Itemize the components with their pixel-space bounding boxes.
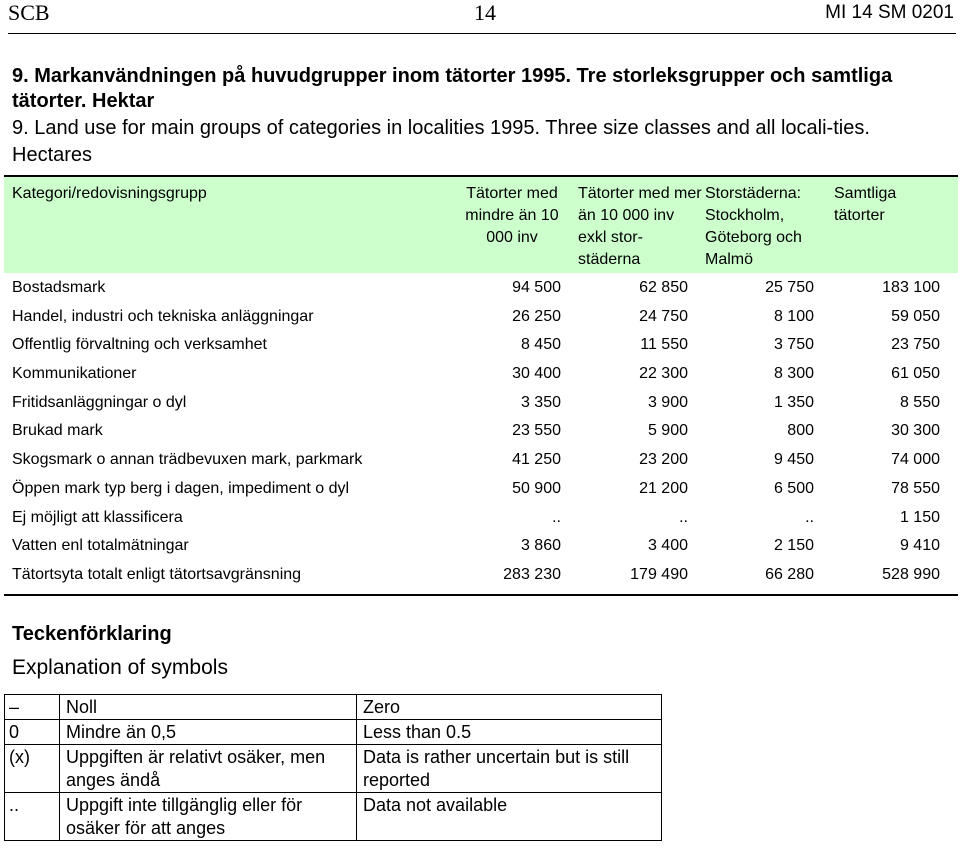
row-value: 1 150: [899, 508, 940, 526]
legend-table: [4, 694, 662, 841]
row-value: 59 050: [891, 307, 940, 325]
row-value: 11 550: [640, 336, 688, 354]
table-row: [4, 532, 958, 561]
header-agency: SCB: [8, 0, 50, 25]
row-value: 3 400: [647, 537, 688, 555]
legend-swedish: Uppgift inte tillgänglig eller för osäker för att anges: [60, 793, 357, 841]
header-divider: [8, 33, 956, 34]
legend-row: [5, 695, 662, 720]
legend-row: [5, 745, 662, 793]
row-value: 94 500: [512, 279, 561, 296]
legend-english: Data is rather uncertain but is still reported: [357, 745, 662, 793]
row-value: 3 350: [520, 393, 561, 411]
header-all-localities: Samtliga tätorter: [834, 185, 897, 224]
row-value: 9 450: [773, 451, 814, 469]
row-value: 2 150: [773, 537, 814, 555]
row-category: Fritidsanläggningar o dyl: [12, 393, 187, 411]
row-value: 50 900: [512, 479, 561, 497]
row-value: 26 250: [512, 307, 561, 325]
row-value: 23 200: [639, 451, 688, 469]
row-category: Handel, industri och tekniska anläggningar: [12, 307, 314, 325]
legend-subtitle: Explanation of symbols: [12, 656, 228, 679]
row-value: 22 300: [639, 365, 688, 383]
legend-english: Zero: [357, 695, 662, 720]
row-value: 8 100: [773, 307, 814, 325]
row-value: 3 860: [520, 537, 561, 555]
row-category: Skogsmark o annan trädbevuxen mark, parkmark: [12, 451, 363, 469]
table-row: [4, 331, 958, 360]
row-value: 8 450: [520, 336, 561, 354]
row-value: 62 850: [639, 279, 688, 296]
table-row: [4, 561, 958, 590]
table-row: [4, 475, 958, 504]
legend-swedish: Noll: [60, 695, 357, 720]
row-value: 66 280: [765, 565, 814, 583]
row-category: Kommunikationer: [12, 365, 137, 383]
row-value: 183 100: [882, 279, 940, 296]
row-category: Tätortsyta totalt enligt tätortsavgränsning: [12, 565, 302, 583]
row-value: 74 000: [891, 451, 940, 469]
table-bottom-rule: [4, 594, 958, 596]
legend-symbol: ..: [5, 793, 60, 841]
row-value: 8 300: [773, 365, 814, 383]
row-value: 1 350: [773, 393, 814, 411]
row-value: 78 550: [891, 479, 940, 497]
row-value: 23 750: [891, 336, 940, 354]
row-value: 6 500: [773, 479, 814, 497]
row-category: Ej möjligt att klassificera: [12, 508, 183, 526]
row-value: 30 300: [891, 422, 940, 440]
table-header: [4, 175, 958, 273]
row-value: 24 750: [639, 307, 688, 325]
row-category: Bostadsmark: [12, 279, 106, 296]
row-category: Öppen mark typ berg i dagen, impediment o dyl: [12, 479, 350, 497]
header-small-localities: Tätorter med mindre än 10 000 inv: [465, 185, 559, 246]
row-value: 283 230: [503, 565, 561, 583]
row-value: 800: [787, 422, 814, 440]
row-value: ..: [679, 508, 688, 526]
row-value: 9 410: [899, 537, 940, 555]
header-metropolitan: Storstäderna: Stockholm, Göteborg och Malmö: [705, 185, 802, 268]
row-category: Brukad mark: [12, 422, 103, 440]
legend-title: Teckenförklaring: [12, 623, 172, 645]
row-value: 21 200: [639, 479, 688, 497]
row-value: 528 990: [882, 565, 940, 583]
row-value: 179 490: [630, 565, 688, 583]
table-row: [4, 389, 958, 418]
row-value: 8 550: [899, 393, 940, 411]
table-row: [4, 360, 958, 389]
row-value: 25 750: [765, 279, 814, 296]
legend-row: [5, 793, 662, 841]
table-row: [4, 504, 958, 533]
legend-english: Data not available: [357, 793, 662, 841]
row-value: 5 900: [647, 422, 688, 440]
row-value: 3 750: [773, 336, 814, 354]
table-row: [4, 303, 958, 332]
legend-english: Less than 0.5: [357, 720, 662, 745]
table-title-english: 9. Land use for main groups of categories in localities 1995. Three size classes and all locali-ties. Hectares: [12, 117, 870, 166]
row-category: Vatten enl totalmätningar: [12, 537, 189, 555]
page-number: 14: [474, 0, 496, 25]
row-value: 41 250: [512, 451, 561, 469]
row-value: ..: [805, 508, 814, 526]
legend-row: [5, 720, 662, 745]
row-value: ..: [552, 508, 561, 526]
legend-symbol: 0: [5, 720, 60, 745]
table-row: [4, 446, 958, 475]
header-category: Kategori/redovisningsgrupp: [12, 185, 207, 202]
table-title-swedish: 9. Markanvändningen på huvudgrupper inom tätorter 1995. Tre storleksgrupper och samtliga tätorter. Hektar: [12, 65, 893, 112]
legend-swedish: Uppgiften är relativt osäker, men anges ändå: [60, 745, 357, 793]
row-category: Offentlig förvaltning och verksamhet: [12, 336, 267, 354]
row-value: 23 550: [512, 422, 561, 440]
table-row: [4, 274, 958, 303]
table-body: [4, 274, 958, 590]
legend-swedish: Mindre än 0,5: [60, 720, 357, 745]
row-value: 30 400: [512, 365, 561, 383]
legend-symbol: (x): [5, 745, 60, 793]
table-row: [4, 417, 958, 446]
header-large-localities: Tätorter med mer än 10 000 inv exkl stor-städerna: [578, 185, 702, 268]
legend-symbol: –: [5, 695, 60, 720]
row-value: 61 050: [891, 365, 940, 383]
report-code: MI 14 SM 0201: [825, 2, 954, 23]
row-value: 3 900: [647, 393, 688, 411]
